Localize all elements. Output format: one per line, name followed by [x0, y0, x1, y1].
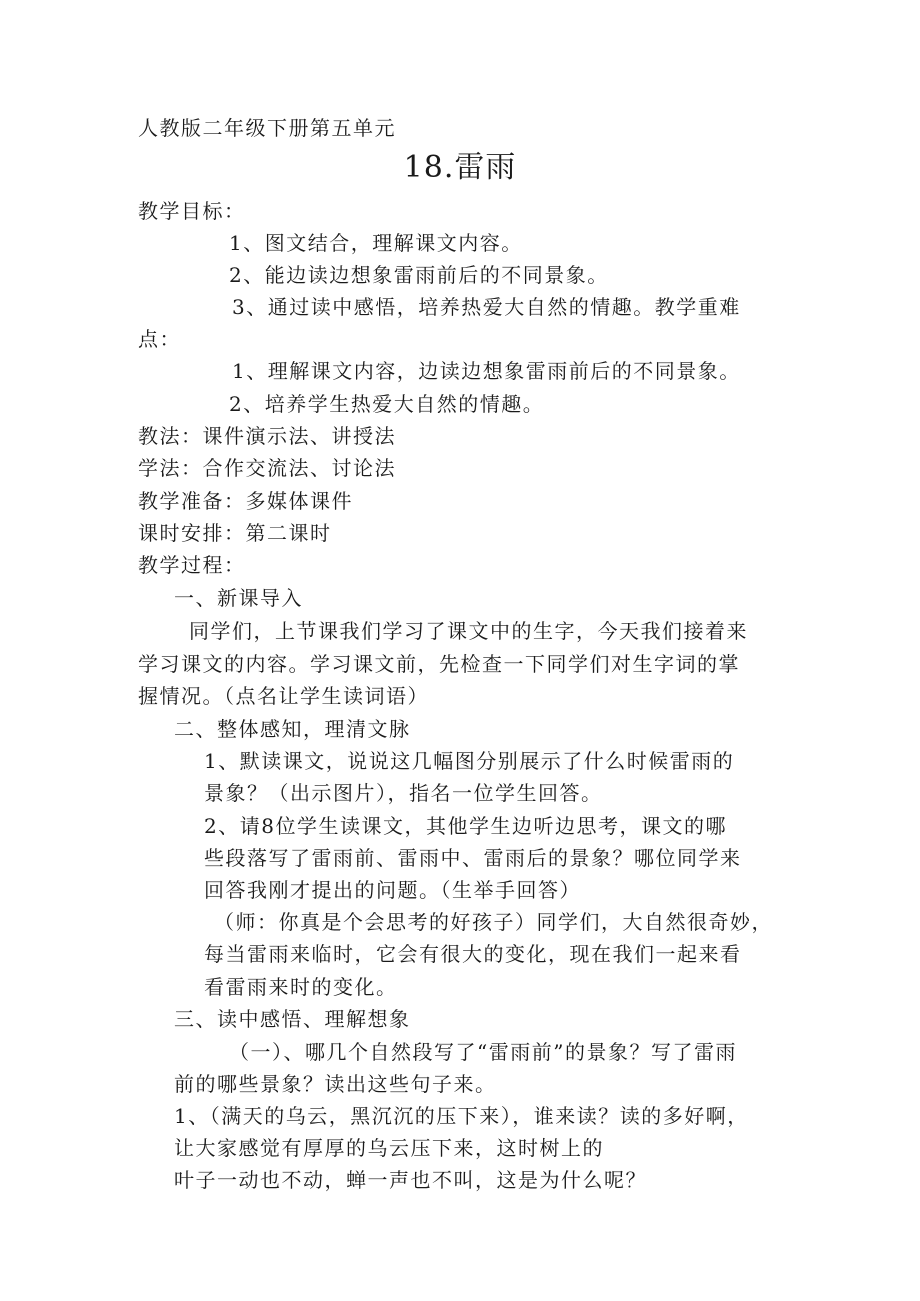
paragraph-line: （师：你真是个会思考的好孩子）同学们，大自然很奇妙， [214, 910, 773, 934]
paragraph-line: 让大家感觉有厚厚的乌云压下来，这时树上的 [174, 1136, 604, 1160]
paragraph-line: 1、默读课文，说说这几幅图分别展示了什么时候雷雨的 [204, 749, 735, 773]
paragraph-line: 前的哪些景象？读出这些句子来。 [174, 1072, 497, 1096]
paragraph-line: 学习课文的内容。学习课文前，先检查一下同学们对生字词的掌 [138, 652, 740, 676]
key-point-item: 2、培养学生热爱大自然的情趣。 [229, 392, 545, 416]
goal-item: 2、能边读边想象雷雨前后的不同景象。 [229, 263, 609, 287]
section-heading: 一、新课导入 [174, 586, 303, 610]
paragraph-line: 看雷雨来时的变化。 [204, 975, 398, 999]
teaching-preparation: 教学准备：多媒体课件 [138, 489, 353, 513]
section-heading: 三、读中感悟、理解想象 [174, 1007, 411, 1031]
paragraph-line: 叶子一动也不动，蝉一声也不叫，这是为什么呢？ [174, 1168, 647, 1192]
paragraph-line: 同学们，上节课我们学习了课文中的生字，今天我们接着来 [189, 619, 748, 643]
paragraph-line: 些段落写了雷雨前、雷雨中、雷雨后的景象？哪位同学来 [204, 846, 742, 870]
paragraph-line: 1、（满天的乌云，黑沉沉的压下来），谁来读？读的多好啊， [174, 1104, 749, 1128]
section-heading: 二、整体感知，理清文脉 [174, 717, 411, 741]
learning-method: 学法：合作交流法、讨论法 [138, 456, 396, 480]
goal-item: 3、通过读中感悟，培养热爱大自然的情趣。教学重难 [232, 295, 741, 319]
paragraph-line: 握情况。（点名让学生读词语） [138, 684, 429, 708]
key-point-item: 1、理解课文内容，边读边想象雷雨前后的不同景象。 [232, 359, 741, 383]
lesson-title: 18.雷雨 [403, 150, 517, 185]
teaching-method: 教法：课件演示法、讲授法 [138, 424, 396, 448]
goal-item-continued: 点： [138, 327, 181, 351]
paragraph-line: （一）、哪几个自然段写了“雷雨前”的景象？写了雷雨 [229, 1040, 737, 1064]
paragraph-line: 回答我刚才提出的问题。（生举手回答） [204, 878, 581, 902]
process-heading: 教学过程： [138, 553, 246, 577]
goals-heading: 教学目标： [138, 199, 246, 223]
goal-item: 1、图文结合，理解课文内容。 [229, 231, 523, 255]
class-schedule: 课时安排：第二课时 [138, 521, 332, 545]
paragraph-line: 每当雷雨来临时，它会有很大的变化，现在我们一起来看 [204, 942, 742, 966]
paragraph-line: 2、请8位学生读课文，其他学生边听边思考，课文的哪 [204, 814, 727, 838]
unit-header: 人教版二年级下册第五单元 [138, 116, 396, 140]
paragraph-line: 景象？（出示图片），指名一位学生回答。 [204, 781, 603, 805]
